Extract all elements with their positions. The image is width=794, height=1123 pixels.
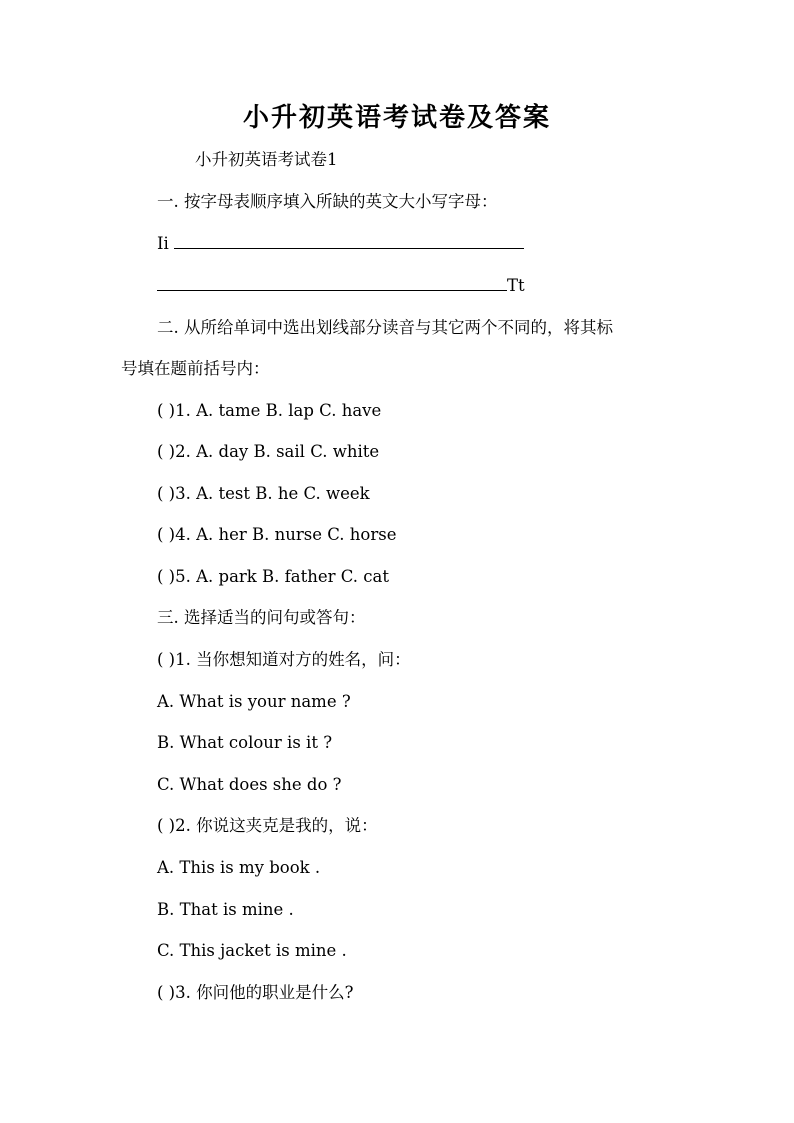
question-item: ( )4. A. her B. nurse C. horse bbox=[157, 525, 397, 544]
question-item: ( )5. A. park B. father C. cat bbox=[157, 567, 389, 586]
option-b: B. That is mine . bbox=[157, 900, 294, 919]
section3-heading: 三. 选择适当的问句或答句： bbox=[157, 608, 366, 627]
start-letter: Ii bbox=[157, 234, 169, 253]
section2-heading-line1: 二. 从所给单词中选出划线部分读音与其它两个不同的，将其标 bbox=[157, 318, 613, 337]
blank-underline bbox=[157, 274, 507, 291]
section1-heading: 一. 按字母表顺序填入所缺的英文大小写字母： bbox=[157, 192, 498, 211]
question-item: ( )3. A. test B. he C. week bbox=[157, 484, 370, 503]
question-3: ( )3. 你问他的职业是什么? bbox=[157, 983, 354, 1002]
blank-underline bbox=[174, 232, 524, 249]
question-1: ( )1. 当你想知道对方的姓名，问： bbox=[157, 650, 411, 669]
question-item: ( )1. A. tame B. lap C. have bbox=[157, 401, 382, 420]
option-c: C. What does she do ? bbox=[157, 775, 342, 794]
question-2: ( )2. 你说这夹克是我的，说： bbox=[157, 816, 378, 835]
page-title: 小升初英语考试卷及答案 bbox=[242, 103, 551, 133]
option-a: A. What is your name ? bbox=[157, 692, 351, 711]
letter-fill-line-1 bbox=[157, 232, 524, 256]
section2-heading-line2: 号填在题前括号内： bbox=[121, 359, 270, 378]
end-letter: Tt bbox=[507, 276, 525, 295]
question-item: ( )2. A. day B. sail C. white bbox=[157, 442, 380, 461]
option-b: B. What colour is it ? bbox=[157, 733, 333, 752]
option-c: C. This jacket is mine . bbox=[157, 941, 347, 960]
letter-fill-line-2 bbox=[157, 274, 525, 298]
subtitle: 小升初英语考试卷1 bbox=[195, 150, 338, 169]
option-a: A. This is my book . bbox=[157, 858, 321, 877]
